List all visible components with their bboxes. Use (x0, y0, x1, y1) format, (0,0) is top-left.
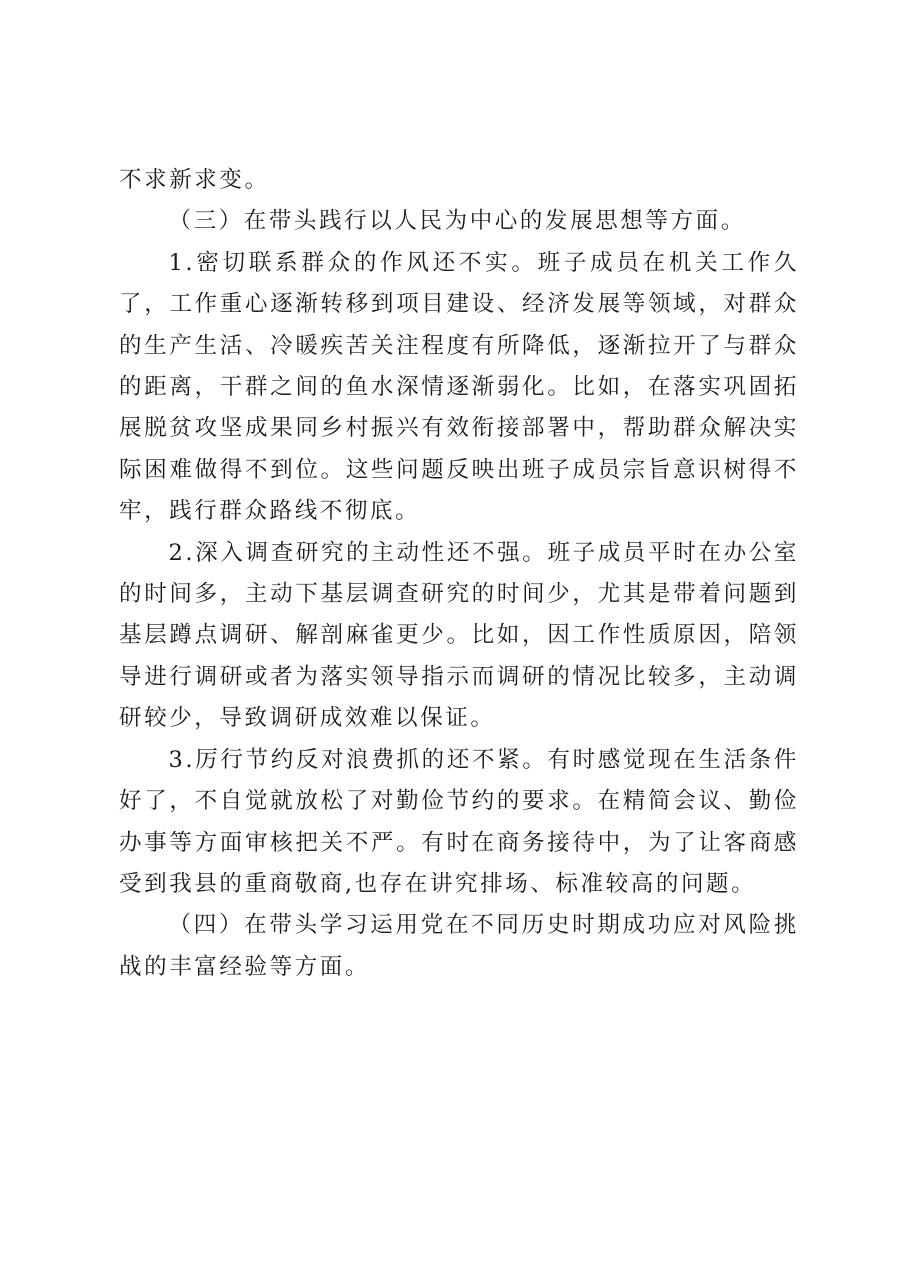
document-body (119, 160, 799, 988)
paragraph-item-3: 3.厉行节约反对浪费抓的还不紧。有时感觉现在生活条件好了，不自觉就放松了对勤俭节约的要求。在精简会议、勤俭办事等方面审核把关不严。有时在商务接待中，为了让客商感受到我县的重商敬商,也存在讲究排场、标准较高的问题。 (119, 746, 799, 897)
section-heading-three: （三）在带头践行以人民为中心的发展思想等方面。 (168, 208, 746, 235)
section-heading-four: （四）在带头学习运用党在不同历史时期成功应对风险挑战的丰富经验等方面。 (119, 912, 799, 980)
paragraph-continuation: 不求新求变。 (119, 167, 270, 193)
paragraph-item-1: 1.密切联系群众的作风还不实。班子成员在机关工作久了，工作重心逐渐转移到项目建设、经济发展等领域，对群众的生产生活、冷暖疾苦关注程度有所降低，逐渐拉开了与群众的距离，干群之间的鱼水深情逐渐弱化。比如，在落实巩固拓展脱贫攻坚成果同乡村振兴有效衔接部署中，帮助群众解决实际困难做得不到位。这些问题反映出班子成员宗旨意识树得不牢，践行群众路线不彻底。 (119, 249, 799, 525)
paragraph-item-2: 2.深入调查研究的主动性还不强。班子成员平时在办公室的时间多，主动下基层调查研究的时间少，尤其是带着问题到基层蹲点调研、解剖麻雀更少。比如，因工作性质原因，陪领导进行调研或者为落实领导指示而调研的情况比较多，主动调研较少，导致调研成效难以保证。 (119, 539, 799, 732)
